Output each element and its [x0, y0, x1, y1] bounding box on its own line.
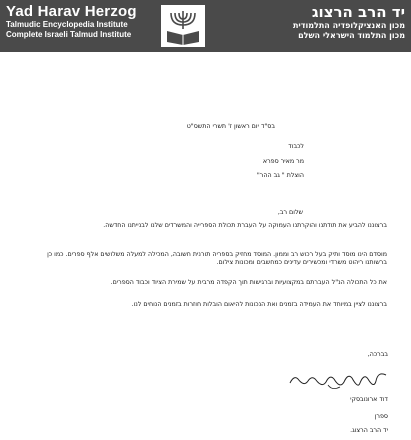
org-subtitle-he-1: מכון האנציקלופדיה התלמודית — [292, 21, 405, 30]
org-subtitle-en-1: Talmudic Encyclopedia Institute — [6, 20, 128, 29]
letter-paragraph-1: ברצוננו להביע את תודתנו והוקרתנו העמוקה על העברת תכולת הספרייה והמשרדים שלנו לבנייתנו החדשה. — [103, 222, 387, 229]
org-title-en: Yad Harav Herzog — [6, 3, 137, 20]
org-subtitle-he-2: מכון התלמוד הישראלי השלם — [298, 31, 405, 40]
org-subtitle-en-2: Complete Israeli Talmud Institute — [6, 30, 132, 39]
letter-closing: בברכה, — [367, 351, 388, 358]
letter-paragraph-2: מוסדם הינו מוסד ותיק בעל רכוש רב וממון. המוסד מחזיק בספריה תורנית חשובה, המכילה למעלה משלושים אלף ספרים. כמו כן ברשותנו ריהוט משרדי ומכשירים עדינים כמחשבים ומכונות צילום. — [47, 251, 387, 266]
recipient-honorific: לכבוד — [288, 143, 304, 150]
menorah-book-logo-icon — [161, 5, 205, 47]
org-title-he: יד הרב הרצוג — [311, 3, 405, 21]
handwritten-signature — [288, 369, 388, 393]
recipient-name: מר מאיר ספרא — [262, 158, 304, 165]
letter-date: בס"ד יום ראשון ז' תשרי התשס"ט — [186, 123, 275, 130]
letter-greeting: שלום רב, — [277, 209, 303, 216]
recipient-company: הוצלת " גב ההר" — [256, 172, 304, 179]
letter-paragraph-4: ברצוננו לציין במיוחד את העמידה בזמנים ואת הנכונות להיאום הובלות חוזרות בזמנים הנוחים לנו. — [131, 301, 387, 308]
letterhead-bar — [0, 0, 411, 52]
signer-role: ספרן — [374, 413, 388, 420]
org-name-hebrew — [293, 4, 405, 41]
org-name-english — [6, 4, 137, 40]
signer-organization: יד הרב הרצוג. — [350, 427, 388, 434]
signer-name: דוד ארונובסקי — [350, 396, 388, 403]
letter-paragraph-3: את כל התכולה הנ"ל העברתם במקצועיות וברגישות תוך הקפדה מרבית על שמירת הציוד וכבוד הספרים. — [110, 279, 387, 286]
